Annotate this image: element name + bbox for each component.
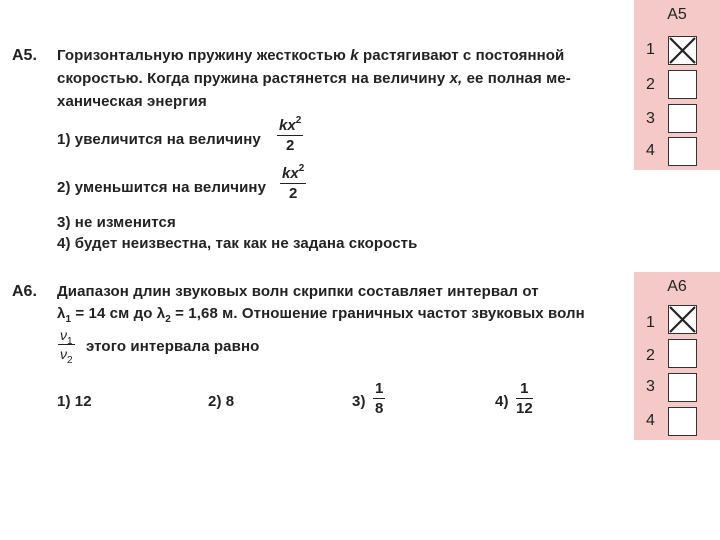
answer-a5-option-2-label: 2 [646,76,655,93]
question-a6-option-3-label: 3) [352,393,366,410]
question-a6-option-3-fraction: 1 8 [375,380,384,417]
answer-a5-option-3-checkbox[interactable] [668,104,697,133]
cross-mark-icon [668,36,697,65]
answer-a5-option-3-label: 3 [646,110,655,127]
question-a5-text-line2: скоростью. Когда пружина растянется на величину x, ее полная ме- [57,70,571,87]
question-a5-option-2: 2) уменьшится на величину [57,179,267,196]
question-a6-option-1: 1) 12 [57,393,92,410]
answer-panel-a5 [634,0,720,170]
question-a5-option-4: 4) будет неизвестна, так как не задана скорость [57,235,418,252]
answer-panel-a6-title: А6 [667,278,687,295]
answer-a5-option-1-label: 1 [646,41,655,58]
answer-a6-option-1-checkbox[interactable] [668,305,697,334]
answer-a6-option-2-label: 2 [646,347,655,364]
cross-mark-icon [668,305,697,334]
question-a5-text-line1: Горизонтальную пружину жесткостью k растягивают с постоянной [57,47,565,64]
answer-a6-option-4-checkbox[interactable] [668,407,697,436]
question-a6-text-line2: $\lambda_1 = 14$ см до $\lambda_2 = 1,68$ м. Отношение граничных частот звуковых волн [57,305,585,325]
question-a5-option-2-fraction: $kx^2$ 2 [282,163,305,202]
answer-panel-a5-title: А5 [667,6,687,23]
question-a6-nu-ratio: $\nu_1$ $\nu_2$ [60,327,73,366]
answer-a5-option-2-checkbox[interactable] [668,70,697,99]
question-a6-option-2: 2) 8 [208,393,235,410]
answer-panel-a6 [634,272,720,440]
answer-a6-option-3-label: 3 [646,378,655,395]
question-a6-text-line3: этого интервала равно [86,338,260,355]
question-a6-option-4-label: 4) [495,393,509,410]
answer-a5-option-1-checkbox[interactable] [668,36,697,65]
answer-a6-option-3-checkbox[interactable] [668,373,697,402]
question-a5-option-1-fraction: $kx^2$ 2 [279,115,302,154]
answer-a6-option-4-label: 4 [646,412,655,429]
question-a6-text-line1: Диапазон длин звуковых волн скрипки составляет интервал от [57,283,539,300]
question-a6-number: А6. [12,283,37,300]
answer-a6-option-1-label: 1 [646,314,655,331]
answer-a5-option-4-checkbox[interactable] [668,137,697,166]
question-a5-number: А5. [12,47,37,64]
question-a5-option-3: 3) не изменится [57,214,176,231]
question-a5-text-line3: ханическая энергия [57,93,207,110]
question-a6-option-4-fraction: 1 12 [516,380,533,417]
answer-a6-option-2-checkbox[interactable] [668,339,697,368]
answer-a5-option-4-label: 4 [646,142,655,159]
question-a5-option-1: 1) увеличится на величину [57,131,261,148]
